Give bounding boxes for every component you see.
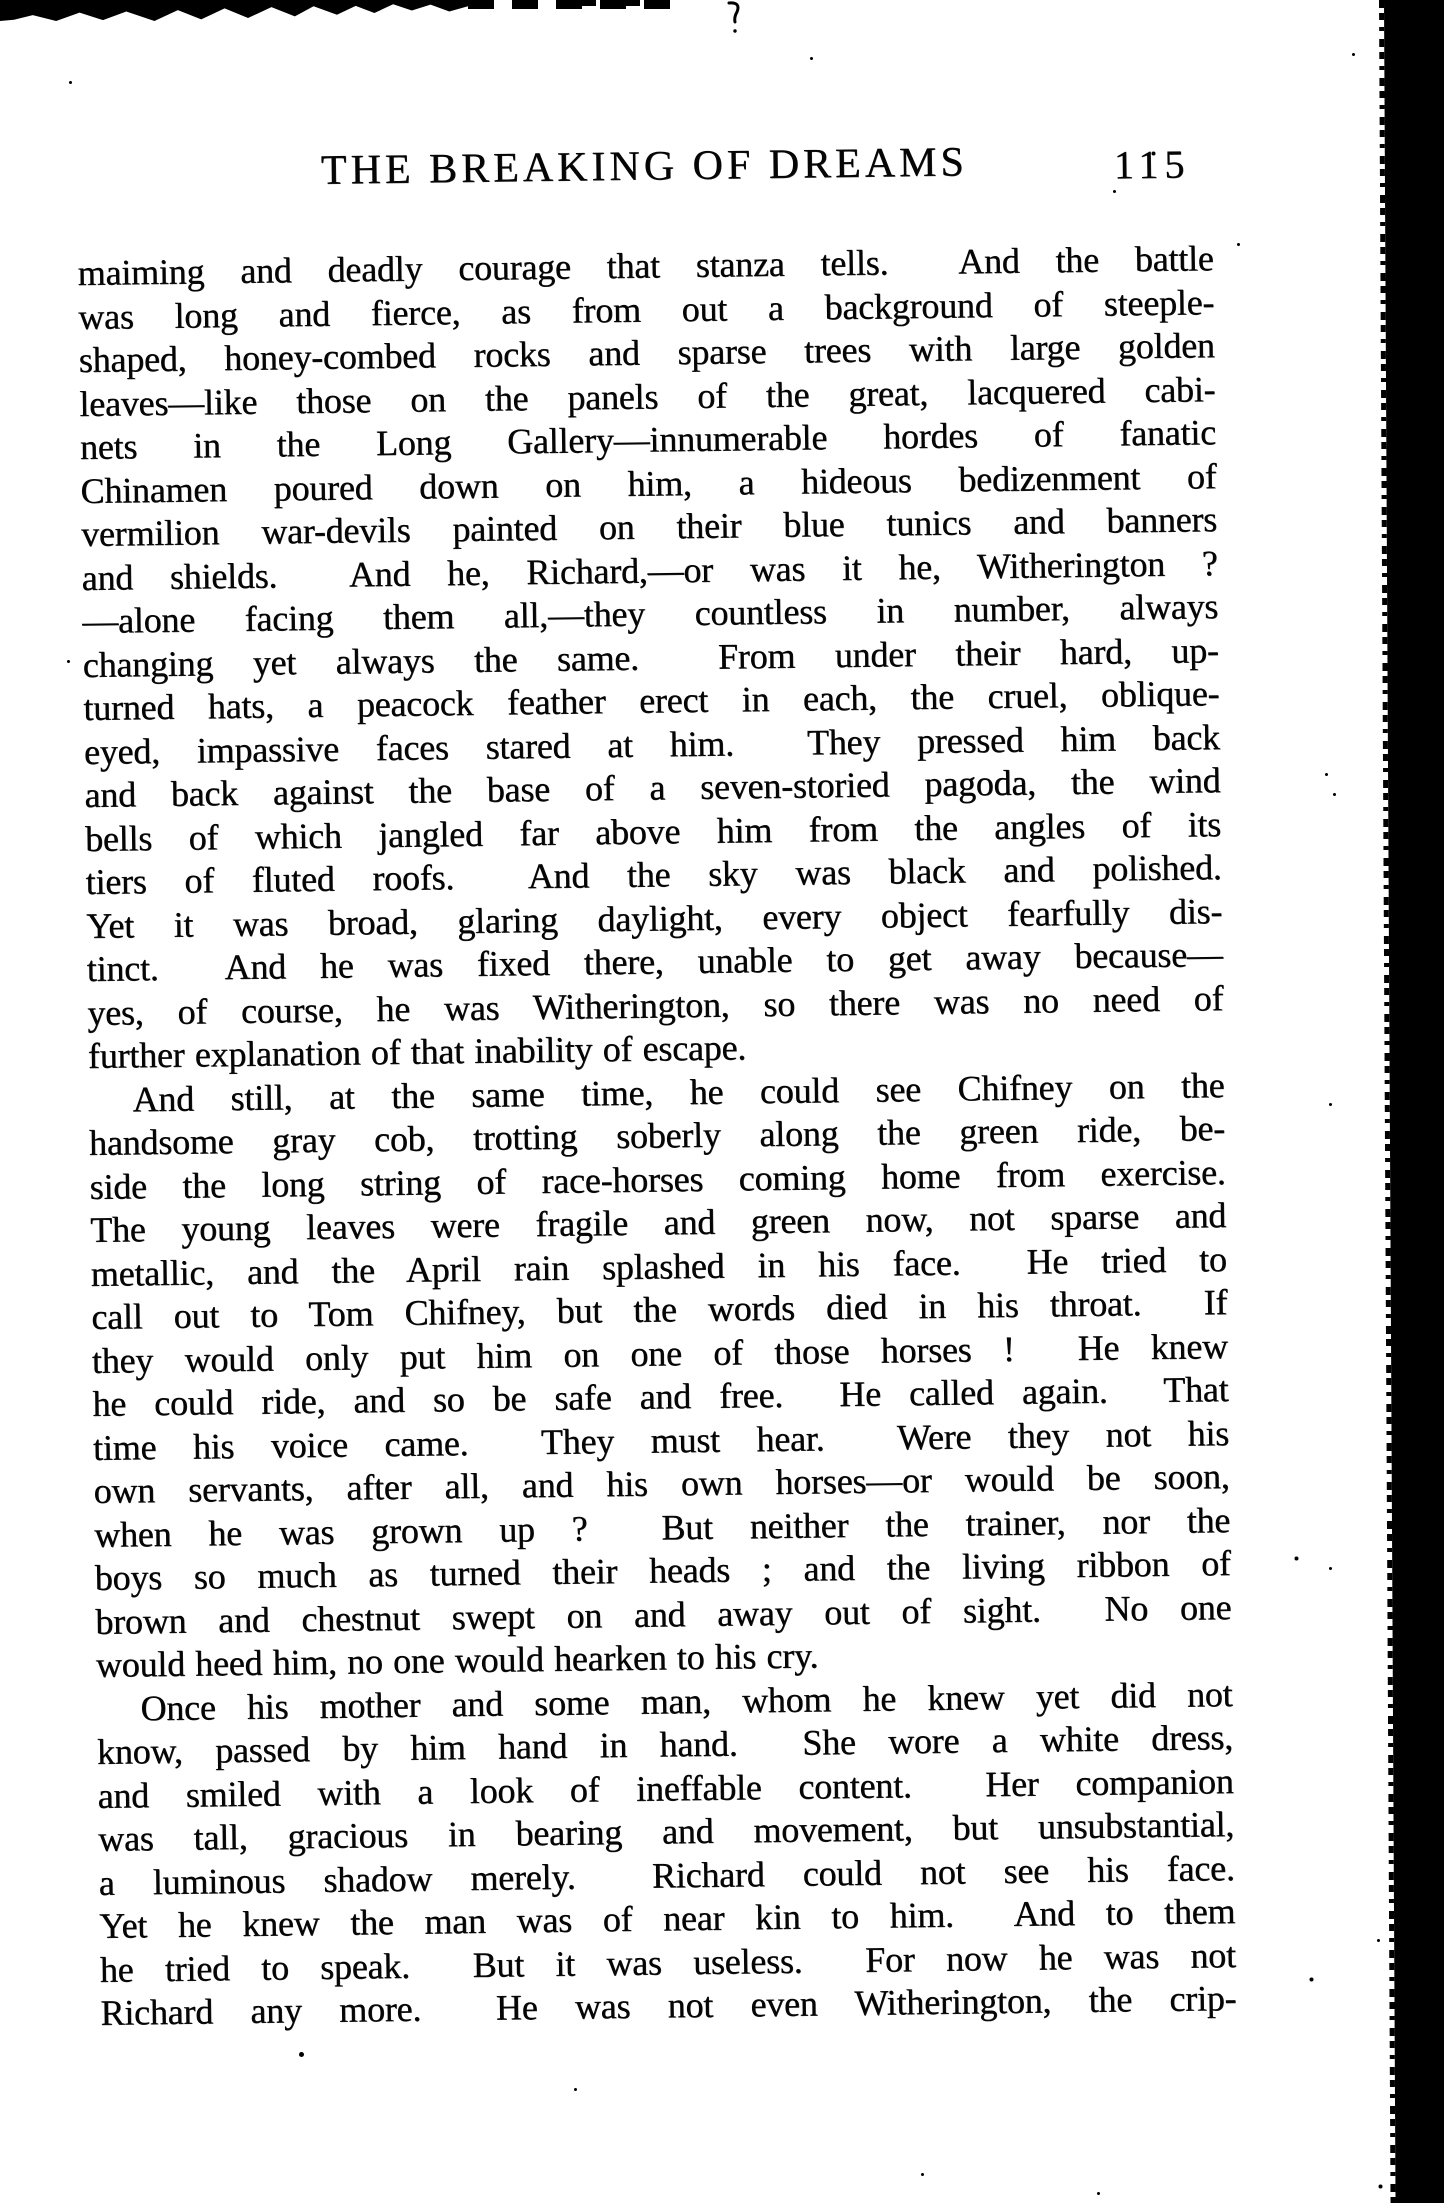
text-line: maiming and deadly courage that stanza tells. And the battle bbox=[77, 238, 1214, 293]
text-line: shaped, honey-combed rocks and sparse trees with large golden bbox=[78, 325, 1215, 380]
text-line: tiers of fluted roofs. And the sky was black and polished. bbox=[85, 847, 1222, 902]
text-line: and smiled with a look of ineffable content. Her companion bbox=[97, 1760, 1234, 1816]
running-head bbox=[76, 133, 1213, 200]
text-line: call out to Tom Chifney, but the words died in his throat. If bbox=[91, 1282, 1228, 1337]
text-line: brown and chestnut swept on and away out of sight. No one bbox=[95, 1586, 1232, 1642]
text-line: tinct. And he was fixed there, unable to get away because— bbox=[86, 934, 1223, 989]
text-line: metallic, and the April rain splashed in his face. He tried to bbox=[90, 1238, 1227, 1294]
text-line: and back against the base of a seven-storied pagoda, the wind bbox=[84, 760, 1221, 815]
text-line: know, passed by him hand in hand. She wore a white dress, bbox=[96, 1716, 1234, 1772]
text-line: own servants, after all, and his own horses—or would be soon, bbox=[93, 1456, 1230, 1511]
printed-text-block bbox=[76, 133, 1237, 2035]
text-line: was long and fierce, as from out a background of steeple- bbox=[77, 281, 1215, 337]
text-line: further explanation of that inability of escape. bbox=[87, 1027, 747, 1076]
text-line: leaves—like those on the panels of the great, lacquered cabi- bbox=[79, 368, 1216, 424]
text-line: handsome gray cob, trotting soberly along the green ride, be- bbox=[88, 1108, 1226, 1163]
text-line: bells of which jangled far above him from the angles of its bbox=[84, 803, 1222, 859]
text-line: and shields. And he, Richard,—or was it he, Witherington ? bbox=[81, 542, 1218, 598]
text-line: side the long string of race-horses coming home from exercise. bbox=[89, 1151, 1226, 1207]
text-line: when he was grown up ? But neither the trainer, nor the bbox=[93, 1499, 1231, 1555]
text-line: And still, at the same time, he could see Chifney on the bbox=[132, 1064, 1225, 1119]
text-line: vermilion war-devils painted on their blue tunics and banners bbox=[80, 499, 1218, 554]
text-line: he could ride, and so be safe and free. He called again. That bbox=[92, 1369, 1229, 1424]
text-line: time his voice came. They must hear. Were they not his bbox=[92, 1412, 1230, 1468]
scan-gutter-bar bbox=[1384, 0, 1444, 2203]
text-line: was tall, gracious in bearing and movement, but unsubstantial, bbox=[97, 1803, 1235, 1859]
text-line: he tried to speak. But it was useless. For now he was not bbox=[99, 1934, 1237, 1990]
scan-edge-smudge-top-dashes bbox=[560, 0, 656, 6]
text-line: —alone facing them all,—they countless in number, always bbox=[81, 586, 1219, 641]
text-line: Richard any more. He was not even Witherington, the crip- bbox=[100, 1977, 1237, 2033]
text-line: Yet it was broad, glaring daylight, every object fearfully dis- bbox=[85, 890, 1223, 946]
text-line: Once his mother and some man, whom he knew yet did not bbox=[140, 1673, 1233, 1728]
text-line: they would only put him on one of those horses ! He knew bbox=[91, 1325, 1229, 1381]
scan-curl-mark bbox=[726, 1, 746, 50]
page-number: 115 bbox=[1113, 141, 1191, 188]
text-line: eyed, impassive faces stared at him. They pressed him back bbox=[83, 716, 1221, 772]
text-line: Yet he knew the man was of near kin to him. And to them bbox=[99, 1890, 1236, 1946]
body-text bbox=[77, 237, 1236, 2035]
text-line: yes, of course, he was Witherington, so there was no need of bbox=[87, 977, 1224, 1033]
text-line: The young leaves were fragile and green now, not sparse and bbox=[89, 1195, 1227, 1250]
text-line: would heed him, no one would hearken to his cry. bbox=[95, 1635, 819, 1685]
text-line: Chinamen poured down on him, a hideous bedizenment of bbox=[80, 455, 1217, 511]
page-title: THE BREAKING OF DREAMS bbox=[320, 139, 968, 194]
ink-specks bbox=[0, 0, 3, 3]
scan-edge-smudge-top bbox=[0, 0, 468, 21]
text-line: turned hats, a peacock feather erect in each, the cruel, oblique- bbox=[83, 673, 1220, 728]
text-line: nets in the Long Gallery—innumerable hordes of fanatic bbox=[79, 412, 1217, 467]
text-line: changing yet always the same. From under their hard, up- bbox=[82, 629, 1219, 685]
text-line: a luminous shadow merely. Richard could not see his face. bbox=[98, 1847, 1235, 1903]
text-line: boys so much as turned their heads ; and the living ribbon of bbox=[94, 1543, 1231, 1598]
